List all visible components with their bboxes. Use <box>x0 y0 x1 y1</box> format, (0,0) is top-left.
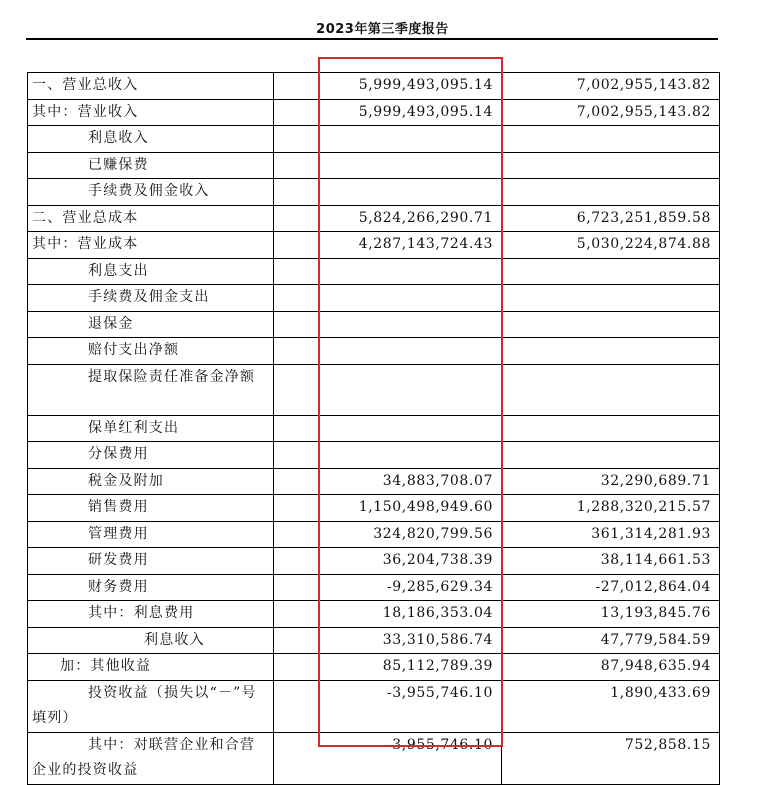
current-period-value: 5,999,493,095.14 <box>274 99 502 126</box>
row-label: 利息支出 <box>28 258 274 285</box>
row-label: 财务费用 <box>28 574 274 601</box>
prior-period-value <box>502 338 720 365</box>
table-row <box>28 258 720 285</box>
current-period-value: 33,310,586.74 <box>274 627 502 654</box>
current-period-value: 85,112,789.39 <box>274 654 502 681</box>
current-period-value <box>274 126 502 153</box>
table-row <box>28 521 720 548</box>
row-label: 保单红利支出 <box>28 415 274 442</box>
income-statement-table <box>27 72 720 785</box>
current-period-value: 4,287,143,724.43 <box>274 232 502 259</box>
row-label: 加：其他收益 <box>28 654 274 681</box>
prior-period-value <box>502 126 720 153</box>
current-period-value: 18,186,353.04 <box>274 601 502 628</box>
row-label: 税金及附加 <box>28 468 274 495</box>
prior-period-value: 5,030,224,874.88 <box>502 232 720 259</box>
row-label: 其中：营业收入 <box>28 99 274 126</box>
current-period-value: -3,955,746.10 <box>274 680 502 732</box>
prior-period-value: 32,290,689.71 <box>502 468 720 495</box>
current-period-value: -3,955,746.10 <box>274 732 502 784</box>
prior-period-value: 6,723,251,859.58 <box>502 205 720 232</box>
row-label: 赔付支出净额 <box>28 338 274 365</box>
row-label: 已赚保费 <box>28 152 274 179</box>
table-row <box>28 285 720 312</box>
prior-period-value <box>502 442 720 469</box>
table-row <box>28 601 720 628</box>
current-period-value: -9,285,629.34 <box>274 574 502 601</box>
table-row <box>28 468 720 495</box>
current-period-value <box>274 415 502 442</box>
row-label: 研发费用 <box>28 548 274 575</box>
table-row <box>28 548 720 575</box>
table-row <box>28 99 720 126</box>
prior-period-value: 7,002,955,143.82 <box>502 99 720 126</box>
prior-period-value <box>502 152 720 179</box>
row-label: 提取保险责任准备金净额 <box>28 364 274 415</box>
prior-period-value: 13,193,845.76 <box>502 601 720 628</box>
row-label: 二、营业总成本 <box>28 205 274 232</box>
current-period-value <box>274 442 502 469</box>
table-row <box>28 732 720 784</box>
current-period-value <box>274 364 502 415</box>
table-row <box>28 73 720 100</box>
table-row <box>28 205 720 232</box>
prior-period-value: 361,314,281.93 <box>502 521 720 548</box>
prior-period-value: 752,858.15 <box>502 732 720 784</box>
prior-period-value: 38,114,661.53 <box>502 548 720 575</box>
prior-period-value <box>502 415 720 442</box>
table-row <box>28 495 720 522</box>
prior-period-value: -27,012,864.04 <box>502 574 720 601</box>
row-label: 其中：对联营企业和合营企业的投资收益 <box>28 732 274 784</box>
current-period-value <box>274 311 502 338</box>
table-row <box>28 232 720 259</box>
current-period-value: 5,824,266,290.71 <box>274 205 502 232</box>
table-row <box>28 442 720 469</box>
current-period-value <box>274 179 502 206</box>
current-period-value: 324,820,799.56 <box>274 521 502 548</box>
row-label: 一、营业总收入 <box>28 73 274 100</box>
current-period-value: 5,999,493,095.14 <box>274 73 502 100</box>
table-row <box>28 415 720 442</box>
table-row <box>28 574 720 601</box>
current-period-value: 36,204,738.39 <box>274 548 502 575</box>
prior-period-value <box>502 285 720 312</box>
prior-period-value <box>502 364 720 415</box>
table-row <box>28 627 720 654</box>
current-period-value: 34,883,708.07 <box>274 468 502 495</box>
prior-period-value: 7,002,955,143.82 <box>502 73 720 100</box>
prior-period-value: 1,890,433.69 <box>502 680 720 732</box>
current-period-value <box>274 285 502 312</box>
table-row <box>28 654 720 681</box>
header-rule <box>26 38 718 40</box>
table-row <box>28 364 720 415</box>
current-period-value: 1,150,498,949.60 <box>274 495 502 522</box>
row-label: 其中：利息费用 <box>28 601 274 628</box>
current-period-value <box>274 258 502 285</box>
table-row <box>28 338 720 365</box>
current-period-value <box>274 152 502 179</box>
row-label: 利息收入 <box>28 627 274 654</box>
row-label: 管理费用 <box>28 521 274 548</box>
prior-period-value <box>502 258 720 285</box>
prior-period-value <box>502 179 720 206</box>
table-row <box>28 311 720 338</box>
row-label: 退保金 <box>28 311 274 338</box>
table-row <box>28 680 720 732</box>
table-row <box>28 179 720 206</box>
current-period-value <box>274 338 502 365</box>
row-label: 分保费用 <box>28 442 274 469</box>
row-label: 手续费及佣金支出 <box>28 285 274 312</box>
row-label: 利息收入 <box>28 126 274 153</box>
table-row <box>28 126 720 153</box>
report-title: 2023年第三季度报告 <box>316 22 449 37</box>
row-label: 手续费及佣金收入 <box>28 179 274 206</box>
prior-period-value <box>502 311 720 338</box>
prior-period-value: 47,779,584.59 <box>502 627 720 654</box>
prior-period-value: 87,948,635.94 <box>502 654 720 681</box>
row-label: 销售费用 <box>28 495 274 522</box>
prior-period-value: 1,288,320,215.57 <box>502 495 720 522</box>
row-label: 投资收益（损失以“－”号填列） <box>28 680 274 732</box>
row-label: 其中：营业成本 <box>28 232 274 259</box>
table-row <box>28 152 720 179</box>
